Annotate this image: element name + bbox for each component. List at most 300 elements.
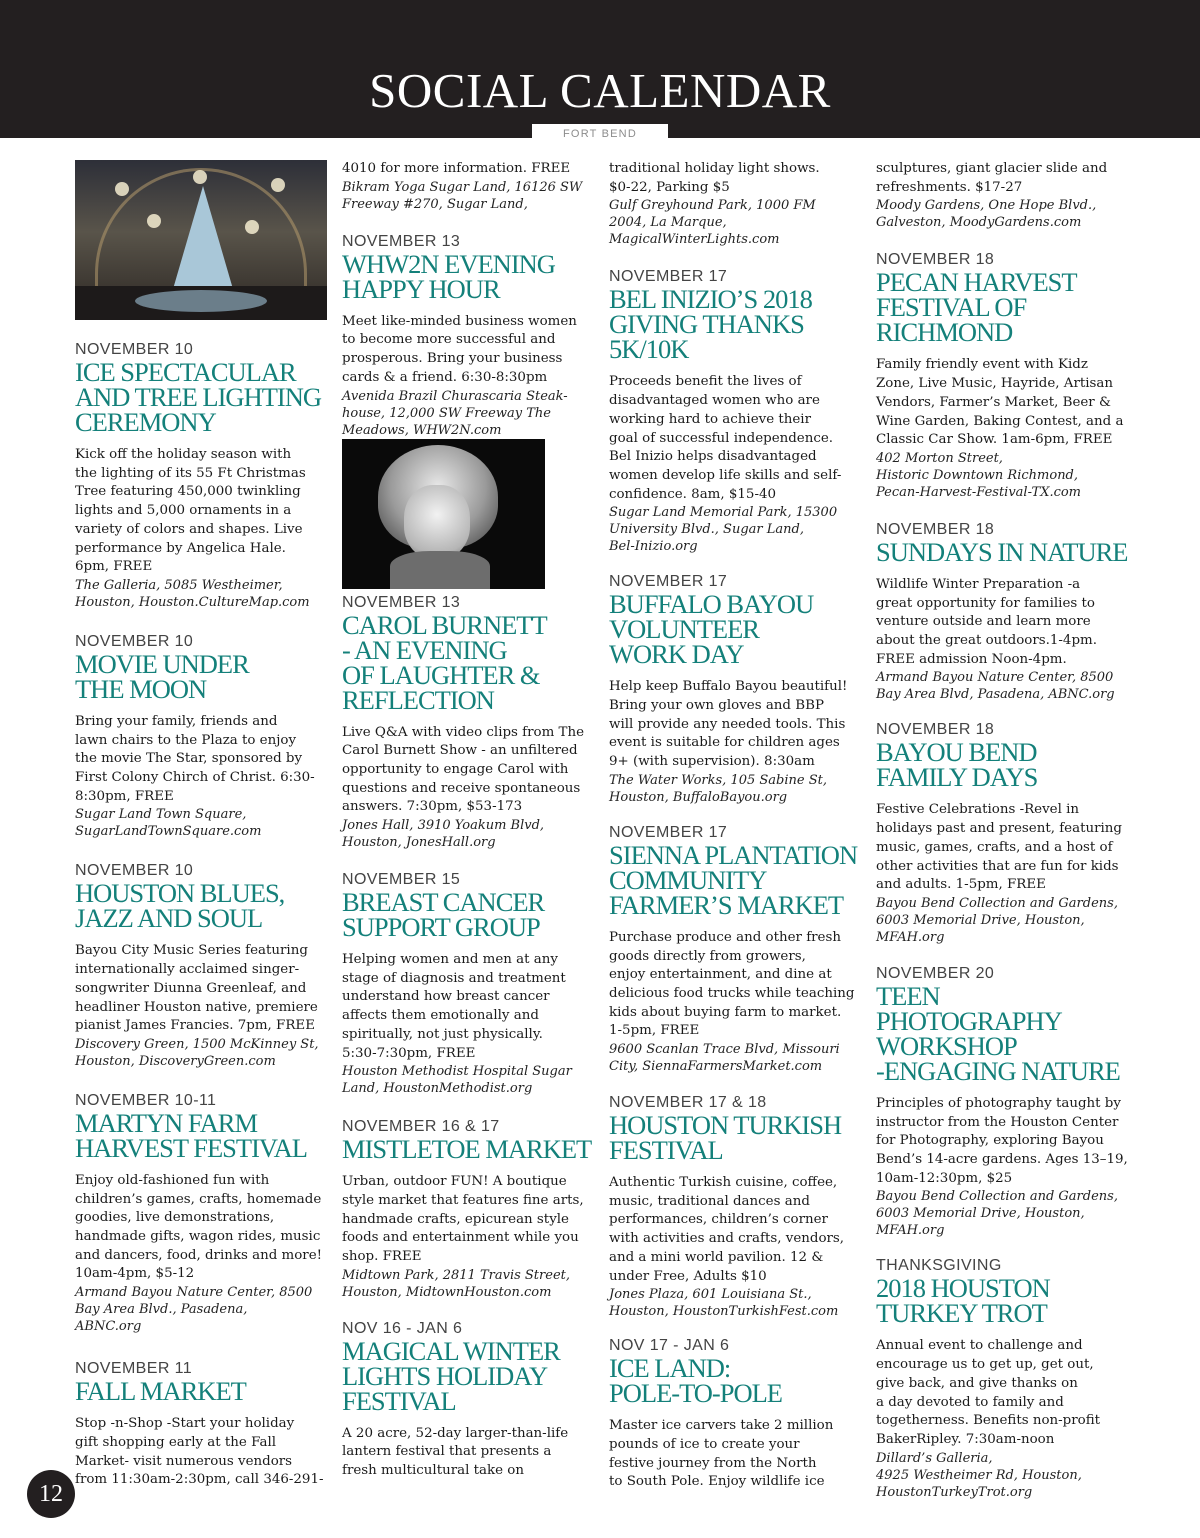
event-description-line: Helping women and men at any	[342, 952, 558, 968]
event-description-line: songwriter Diunna Greenleaf, and	[75, 980, 307, 996]
event-location-line: MagicalWinterLights.com	[609, 232, 780, 248]
event-description-line: affects them emotionally and	[342, 1008, 539, 1024]
event-title	[342, 1335, 594, 1416]
event-title-line: WORK DAY	[609, 639, 744, 670]
event-location-line: Armand Bayou Nature Center, 8500	[876, 670, 1114, 686]
event-location-line: Houston, BuffaloBayou.org	[609, 789, 788, 805]
event-location-line: Historic Downtown Richmond,	[876, 467, 1079, 483]
event-title	[75, 1107, 327, 1163]
event-title-line: WORKSHOP	[876, 1030, 1017, 1061]
event-title-line: CEREMONY	[75, 407, 216, 437]
event-description-line: Proceeds benefit the lives of	[609, 374, 802, 390]
event-date: NOVEMBER 10	[75, 341, 194, 358]
event-description-line: children’s games, crafts, homemade	[75, 1191, 322, 1207]
event-description-line: Tree featuring 450,000 twinkling	[75, 484, 301, 500]
event-description	[876, 160, 1128, 197]
event-date: NOVEMBER 10-11	[75, 1091, 217, 1109]
event-date: NOVEMBER 13	[342, 593, 461, 611]
event-title	[876, 267, 1128, 348]
event-title	[609, 589, 861, 670]
event-description-line: FREE admission Noon-4pm.	[876, 651, 1067, 667]
event-description-line: 9+ (with supervision). 8:30am	[609, 754, 815, 770]
event-location-line: ABNC.org	[75, 1319, 142, 1335]
event-description-line: Festive Celebrations -Revel in	[876, 802, 1080, 818]
event-description-line: Enjoy old-fashioned fun with	[75, 1172, 270, 1188]
event-date: NOV 17 - JAN 6	[609, 1337, 730, 1355]
event-date: NOVEMBER 20	[876, 964, 995, 982]
event-description-line: opportunity to engage Carol with	[342, 761, 569, 777]
event-location-line: Jones Plaza, 601 Louisiana St.,	[609, 1287, 812, 1303]
event-block	[609, 573, 861, 806]
event-description-line: lantern festival that presents a	[342, 1444, 552, 1460]
event-location-line: Meadows, WHW2N.com	[342, 422, 502, 438]
event-title	[342, 248, 594, 304]
event-description-line: $0-22, Parking $5	[609, 179, 730, 195]
column-4-events	[876, 160, 1128, 1501]
event-location-line: house, 12,000 SW Freeway The	[342, 405, 551, 421]
event-location-line: Houston, MidtownHouston.com	[342, 1284, 552, 1300]
event-title-line: JAZZ AND SOUL	[75, 903, 263, 934]
event-description	[342, 160, 594, 179]
event-location	[609, 197, 861, 248]
event-location	[609, 504, 861, 555]
event-description-line: Master ice carvers take 2 million	[609, 1418, 834, 1434]
event-location	[609, 772, 861, 806]
event-description-line: Classic Car Show. 1am-6pm, FREE	[876, 432, 1113, 448]
event-date: NOVEMBER 10	[75, 862, 194, 880]
event-block	[876, 160, 1128, 231]
event-description	[342, 313, 594, 388]
event-location-line: Houston, JonesHall.org	[342, 835, 496, 851]
event-location-line: City, SiennaFarmersMarket.com	[609, 1059, 823, 1075]
event-location-line: Bikram Yoga Sugar Land, 16126 SW	[342, 179, 583, 195]
section-label: FORT BEND	[532, 124, 668, 144]
column-4	[876, 160, 1128, 1501]
event-date: NOVEMBER 18	[876, 520, 995, 538]
event-location-line: Bay Area Blvd., Pasadena,	[75, 1302, 248, 1318]
event-title	[876, 737, 1128, 793]
column-1-events	[75, 341, 327, 1490]
event-block	[609, 1094, 861, 1320]
event-description	[876, 576, 1128, 670]
event-title	[75, 357, 327, 437]
event-location-line: Houston, DiscoveryGreen.com	[75, 1053, 276, 1069]
event-title-line: HOUSTON TURKISH	[609, 1110, 842, 1141]
event-description-line: Market- visit numerous vendors	[75, 1453, 293, 1469]
event-location	[876, 669, 1128, 703]
event-title	[876, 536, 1128, 567]
event-location-line: Discovery Green, 1500 McKinney St,	[75, 1036, 319, 1052]
event-block	[342, 871, 594, 1097]
event-description-line: togetherness. Benefits non-profit	[876, 1413, 1101, 1429]
event-block	[342, 1320, 594, 1481]
event-description	[609, 160, 861, 197]
event-title-line: HOUSTON BLUES,	[75, 878, 285, 909]
event-description	[609, 929, 861, 1041]
event-location	[609, 1041, 861, 1075]
event-title-line: LIGHTS HOLIDAY	[342, 1360, 548, 1391]
event-location	[342, 817, 594, 851]
event-title	[342, 887, 594, 943]
event-description-line: encourage us to get up, get out,	[876, 1357, 1094, 1373]
event-description-line: a day devoted to family and	[876, 1394, 1064, 1410]
event-description-line: about the great outdoors.1-4pm.	[876, 633, 1097, 649]
event-description-line: great opportunity for families to	[876, 595, 1095, 611]
event-location	[876, 197, 1128, 231]
event-description	[876, 356, 1128, 450]
event-description-line: headliner Houston native, premiere	[75, 999, 318, 1015]
event-description-line: with activities and crafts, vendors,	[609, 1231, 845, 1247]
event-description-line: women develop life skills and self-	[609, 467, 842, 483]
event-description-line: stage of diagnosis and treatment	[342, 970, 566, 986]
event-description-line: style market that features fine arts,	[342, 1192, 584, 1208]
event-description-line: performances, children’s corner	[609, 1212, 828, 1228]
page-number: 12	[27, 1470, 75, 1518]
event-block	[609, 268, 861, 555]
event-block	[342, 160, 594, 213]
event-title-line: FESTIVAL	[609, 1135, 723, 1166]
event-description	[609, 373, 861, 504]
event-title-line: FESTIVAL OF	[876, 292, 1027, 323]
event-date: THANKSGIVING	[876, 1257, 1002, 1275]
event-description-line: Wine Garden, Baking Contest, and a	[876, 413, 1124, 429]
event-description-line: holidays past and present, featuring	[876, 821, 1122, 837]
event-description-line: Vendors, Farmer’s Market, Beer &	[876, 394, 1111, 410]
event-description-line: to South Pole. Enjoy wildlife ice	[609, 1474, 825, 1490]
event-title-line: VOLUNTEER	[609, 614, 759, 645]
event-description-line: 4010 for more information. FREE	[342, 161, 571, 176]
event-location-line: Sugar Land Town Square,	[75, 807, 247, 823]
event-description-line: delicious food trucks while teaching	[609, 985, 855, 1001]
event-description	[342, 1173, 594, 1267]
event-description-line: and dancers, food, drinks and more!	[75, 1247, 323, 1263]
event-location-line: 6003 Memorial Drive, Houston,	[876, 912, 1085, 928]
event-location	[75, 1284, 327, 1335]
event-description-line: answers. 7:30pm, $53-173	[342, 799, 523, 815]
event-title-line: FALL MARKET	[75, 1376, 246, 1407]
event-description-line: pianist James Francies. 7pm, FREE	[75, 1018, 315, 1034]
event-title	[342, 1134, 594, 1165]
event-title	[75, 878, 327, 934]
event-description-line: venture outside and learn more	[876, 614, 1091, 630]
event-description-line: questions and receive spontaneous	[342, 780, 581, 796]
event-description-line: 8:30pm, FREE	[75, 788, 174, 804]
event-title-line: FARMER’S MARKET	[609, 889, 844, 920]
event-title-line: BEL INIZIO’S 2018	[609, 284, 812, 315]
event-date: NOV 16 - JAN 6	[342, 1319, 463, 1337]
event-date: NOVEMBER 17	[609, 823, 728, 841]
event-title	[75, 1376, 327, 1407]
event-location-line: Jones Hall, 3910 Yoakum Blvd,	[342, 818, 545, 834]
event-title	[342, 609, 594, 715]
event-description-line: Purchase produce and other fresh	[609, 929, 841, 945]
event-description-line: the movie The Star, sponsored by	[75, 751, 303, 767]
event-date: NOVEMBER 18	[876, 721, 995, 739]
event-description-line: working hard to achieve their	[609, 411, 811, 427]
event-description-line: Help keep Buffalo Bayou beautiful!	[609, 679, 848, 695]
ice-spectacular-photo	[75, 160, 327, 320]
event-block	[876, 1257, 1128, 1500]
event-title	[876, 980, 1128, 1086]
event-location-line: Houston, HoustonTurkishFest.com	[609, 1304, 839, 1320]
event-description-line: Stop -n-Shop -Start your holiday	[75, 1416, 295, 1432]
event-description-line: and adults. 1-5pm, FREE	[876, 877, 1046, 893]
event-description-line: gift shopping early at the Fall	[75, 1434, 277, 1450]
event-block	[75, 1360, 327, 1490]
event-location-line: 2004, La Marque,	[609, 215, 727, 231]
event-description-line: festive journey from the North	[609, 1455, 817, 1471]
event-description-line: traditional holiday light shows.	[609, 161, 820, 176]
event-description-line: lights and 5,000 ornaments in a	[75, 503, 292, 519]
event-location-line: 6003 Memorial Drive, Houston,	[876, 1206, 1085, 1222]
event-location	[876, 1188, 1128, 1239]
event-date: NOVEMBER 17	[609, 268, 728, 286]
event-description-line: cards & a friend. 6:30-8:30pm	[342, 369, 548, 385]
event-description	[876, 1095, 1128, 1189]
event-title-line: POLE-TO-POLE	[609, 1378, 782, 1409]
column-3	[609, 160, 861, 1492]
event-description-line: give back, and give thanks on	[876, 1375, 1078, 1391]
event-description-line: understand how breast cancer	[342, 989, 550, 1005]
event-title-line: WHW2N EVENING	[342, 248, 555, 279]
event-location-line: Sugar Land Memorial Park, 15300	[609, 505, 838, 521]
event-title-line: ICE SPECTACULAR	[75, 357, 296, 387]
event-location-line: Bayou Bend Collection and Gardens,	[876, 1189, 1118, 1205]
event-date: NOVEMBER 15	[342, 871, 461, 889]
event-location-line: Moody Gardens, One Hope Blvd.,	[876, 198, 1097, 214]
masthead-bar	[0, 0, 1200, 138]
event-title-line: SUNDAYS IN NATURE	[876, 536, 1128, 567]
event-description-line: Live Q&A with video clips from The	[342, 724, 585, 740]
event-block	[609, 1337, 861, 1492]
event-title-line: BAYOU BEND	[876, 737, 1037, 768]
event-description-line: music, games, crafts, and a host of	[876, 839, 1113, 855]
event-description	[876, 801, 1128, 895]
event-description-line: 5:30-7:30pm, FREE	[342, 1045, 476, 1061]
event-description-line: Authentic Turkish cuisine, coffee,	[609, 1175, 838, 1191]
column-2-events-top	[342, 160, 594, 439]
event-description-line: First Colony Chirch of Christ. 6:30-	[75, 770, 315, 786]
event-date: NOVEMBER 10	[75, 632, 194, 650]
event-title-line: OF LAUGHTER &	[342, 659, 540, 690]
event-description	[75, 942, 327, 1036]
event-description-line: Bring your family, friends and	[75, 713, 278, 729]
event-block	[342, 594, 594, 852]
event-location	[876, 895, 1128, 946]
column-2	[342, 160, 594, 1481]
event-title-line: HAPPY HOUR	[342, 273, 500, 304]
event-description	[609, 1174, 861, 1286]
event-description-line: internationally acclaimed singer-	[75, 962, 300, 978]
event-description-line: kids about buying farm to market.	[609, 1004, 842, 1020]
event-date: NOVEMBER 17 & 18	[609, 1094, 767, 1112]
event-title-line: ICE LAND:	[609, 1353, 731, 1384]
event-location-line: SugarLandTownSquare.com	[75, 824, 262, 840]
event-title	[876, 1273, 1128, 1329]
event-location-line: Houston Methodist Hospital Sugar	[342, 1064, 572, 1080]
event-description-line: performance by Angelica Hale.	[75, 540, 286, 556]
event-location-line: Pecan-Harvest-Festival-TX.com	[876, 484, 1082, 500]
event-title-line: - AN EVENING	[342, 634, 507, 665]
event-title-line: -ENGAGING NATURE	[876, 1055, 1120, 1086]
event-description-line: 6pm, FREE	[75, 559, 153, 575]
event-description	[75, 1172, 327, 1284]
event-date: NOVEMBER 18	[876, 251, 995, 269]
event-block	[75, 341, 327, 611]
event-description-line: disadvantaged women who are	[609, 393, 820, 409]
event-description-line: lawn chairs to the Plaza to enjoy	[75, 732, 297, 748]
event-description-line: Bayou City Music Series featuring	[75, 943, 308, 959]
event-date: NOVEMBER 13	[342, 232, 461, 250]
event-location-line: Dillard’s Galleria,	[876, 1450, 993, 1466]
event-description-line: fresh multicultural take on	[342, 1463, 524, 1479]
event-description-line: event is suitable for children ages	[609, 735, 840, 751]
event-description-line: prosperous. Bring your business	[342, 351, 563, 367]
event-title-line: HARVEST FESTIVAL	[75, 1132, 307, 1163]
event-description-line: instructor from the Houston Center	[876, 1114, 1119, 1130]
event-description	[75, 446, 327, 577]
event-location	[876, 450, 1128, 501]
event-location-line: 4925 Westheimer Rd, Houston,	[876, 1467, 1082, 1483]
event-description-line: for Photography, exploring Bayou	[876, 1133, 1104, 1149]
event-location-line: MFAH.org	[876, 1223, 945, 1239]
event-description-line: Carol Burnett Show - an unfiltered	[342, 743, 578, 759]
column-2-events-bottom	[342, 594, 594, 1481]
event-location	[75, 806, 327, 840]
event-block	[342, 1118, 594, 1301]
event-description-line: under Free, Adults $10	[609, 1268, 767, 1284]
event-date: NOVEMBER 17	[609, 573, 728, 591]
event-block	[876, 721, 1128, 946]
event-description-line: pounds of ice to create your	[609, 1436, 800, 1452]
event-title-line: SUPPORT GROUP	[342, 912, 540, 943]
event-title-line: FAMILY DAYS	[876, 762, 1038, 793]
event-description	[876, 1337, 1128, 1449]
event-description-line: spiritually, not just physically.	[342, 1026, 543, 1042]
event-title-line: MOVIE UNDER	[75, 648, 249, 679]
event-description-line: confidence. 8am, $15-40	[609, 486, 777, 502]
event-block	[876, 521, 1128, 704]
event-description-line: the lighting of its 55 Ft Christmas	[75, 465, 306, 481]
event-title-line: COMMUNITY	[609, 864, 767, 895]
event-title	[609, 284, 861, 365]
event-title	[609, 1110, 861, 1166]
event-location	[342, 388, 594, 439]
event-description-line: Principles of photography taught by	[876, 1095, 1121, 1111]
event-title-line: MAGICAL WINTER	[342, 1335, 560, 1366]
event-title-line: BUFFALO BAYOU	[609, 589, 814, 620]
event-description-line: Meet like-minded business women	[342, 313, 577, 329]
event-location-line: Bay Area Blvd, Pasadena, ABNC.org	[876, 687, 1115, 703]
event-location-line: Avenida Brazil Churascaria Steak-	[342, 388, 568, 404]
event-description	[75, 713, 327, 807]
event-title-line: AND TREE LIGHTING	[75, 382, 321, 412]
event-location	[876, 1450, 1128, 1501]
event-description-line: handmade crafts, epicurean style	[342, 1211, 569, 1227]
event-block	[75, 1092, 327, 1335]
event-location	[342, 179, 594, 213]
event-block	[342, 233, 594, 439]
event-description-line: Family friendly event with Kidz	[876, 357, 1088, 373]
event-block	[609, 824, 861, 1075]
event-location	[342, 1267, 594, 1301]
event-description-line: Zone, Live Music, Hayride, Artisan	[876, 376, 1113, 392]
event-title-line: GIVING THANKS	[609, 309, 804, 340]
event-description-line: music, traditional dances and	[609, 1193, 810, 1209]
event-title-line: TURKEY TROT	[876, 1298, 1047, 1329]
event-location-line: Houston, Houston.CultureMap.com	[75, 594, 310, 610]
event-description	[75, 1415, 327, 1490]
event-description-line: 10am-12:30pm, $25	[876, 1170, 1013, 1186]
event-description-line: variety of colors and shapes. Live	[75, 521, 303, 537]
event-location-line: 9600 Scanlan Trace Blvd, Missouri	[609, 1042, 840, 1058]
event-description-line: will provide any needed tools. This	[609, 716, 846, 732]
event-location-line: Midtown Park, 2811 Travis Street,	[342, 1267, 570, 1283]
event-title-line: PECAN HARVEST	[876, 267, 1077, 298]
event-location-line: University Blvd., Sugar Land,	[609, 522, 804, 538]
event-description-line: and a mini world pavilion. 12 &	[609, 1249, 824, 1265]
event-description-line: 10am-4pm, $5-12	[75, 1266, 195, 1282]
event-title-line: MARTYN FARM	[75, 1107, 258, 1138]
event-description-line: sculptures, giant glacier slide and	[876, 161, 1108, 176]
event-description-line: Annual event to challenge and	[876, 1338, 1083, 1354]
carol-burnett-photo	[342, 439, 545, 589]
event-description-line: Bend’s 14-acre gardens. Ages 13–19,	[876, 1152, 1128, 1168]
event-title-line: CAROL BURNETT	[342, 609, 547, 640]
event-title-line: SIENNA PLANTATION	[609, 839, 858, 870]
event-location	[75, 1036, 327, 1070]
event-location-line: Bayou Bend Collection and Gardens,	[876, 895, 1118, 911]
event-block	[609, 160, 861, 248]
event-description-line: Bring your own gloves and BBP	[609, 698, 824, 714]
event-title-line: REFLECTION	[342, 684, 494, 715]
event-description-line: A 20 acre, 52-day larger-than-life	[342, 1425, 569, 1441]
event-location	[75, 577, 327, 611]
event-description-line: goal of successful independence.	[609, 430, 834, 446]
event-description	[342, 951, 594, 1063]
event-description-line: 1-5pm, FREE	[609, 1023, 700, 1039]
event-title-line: TEEN PHOTOGRAPHY	[876, 980, 1062, 1036]
event-description-line: enjoy entertainment, and dine at	[609, 967, 832, 983]
event-description	[342, 1425, 594, 1481]
event-block	[876, 251, 1128, 501]
event-description-line: to become more successful and	[342, 332, 556, 348]
event-description-line: BakerRipley. 7:30am-noon	[876, 1431, 1055, 1447]
event-date: NOVEMBER 16 & 17	[342, 1118, 500, 1136]
event-location	[609, 1286, 861, 1320]
event-title-line: THE MOON	[75, 673, 207, 704]
event-block	[876, 965, 1128, 1240]
event-title-line: 2018 HOUSTON	[876, 1273, 1050, 1304]
event-location	[342, 1063, 594, 1097]
event-title-line: 5K/10K	[609, 334, 689, 365]
event-location-line: Land, HoustonMethodist.org	[342, 1081, 533, 1097]
event-description-line: Kick off the holiday season with	[75, 447, 292, 462]
event-description-line: goodies, live demonstrations,	[75, 1210, 275, 1226]
event-title-line: BREAST CANCER	[342, 887, 545, 918]
page-title: SOCIAL CALENDAR	[369, 63, 831, 118]
event-description-line: goods directly from growers,	[609, 948, 806, 964]
event-location-line: Armand Bayou Nature Center, 8500	[75, 1285, 313, 1301]
event-location-line: 402 Morton Street,	[876, 450, 1003, 466]
event-description-line: shop. FREE	[342, 1249, 422, 1265]
event-description	[609, 678, 861, 772]
event-block	[75, 633, 327, 841]
event-title-line: FESTIVAL	[342, 1385, 456, 1416]
column-3-events	[609, 160, 861, 1492]
event-title-line: MISTLETOE MARKET	[342, 1134, 592, 1165]
event-description-line: Wildlife Winter Preparation -a	[876, 576, 1081, 592]
